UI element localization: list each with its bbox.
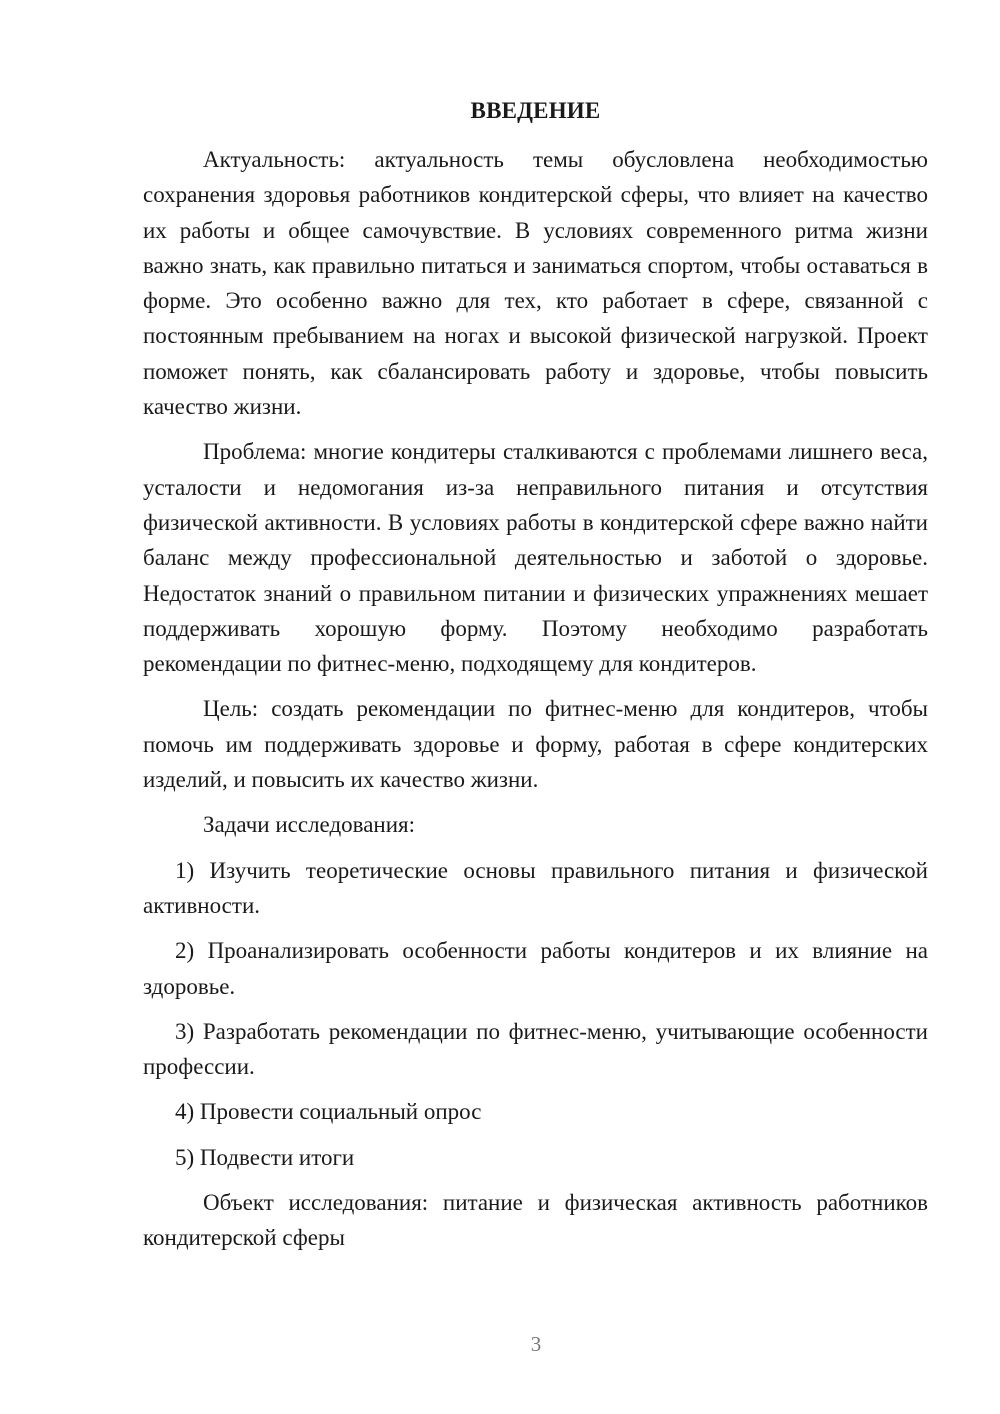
document-body: [143, 142, 928, 1266]
task-item-1: 1) Изучить теоретические основы правильного питания и физической активности.: [143, 857, 928, 918]
paragraph-relevance: Актуальность: актуальность темы обусловлена необходимостью сохранения здоровья работников кондитерской сферы, что влияет на качество их работы и общее самочувствие. В условиях современного ритма жизни важно знать, как правильно питаться и заниматься спортом, чтобы оставаться в форме. Это особенно важно для тех, кто работает в сфере, связанной с постоянным пребыванием на ногах и высокой физической нагрузкой. Проект поможет понять, как сбалансировать работу и здоровье, чтобы повысить качество жизни.: [143, 147, 928, 420]
task-item-4: 4) Провести социальный опрос: [175, 1099, 482, 1125]
page-number: 3: [530, 1332, 542, 1356]
task-item-5: 5) Подвести итоги: [175, 1144, 355, 1170]
task-item-3: 3) Разработать рекомендации по фитнес-меню, учитывающие особенности профессии.: [143, 1018, 928, 1080]
paragraph-problem: Проблема: многие кондитеры сталкиваются с проблемами лишнего веса, усталости и недомогания из-за неправильного питания и отсутствия физической активности. В условиях работы в кондитерской сфере важно найти баланс между профессиональной деятельностью и заботой о здоровье. Недостаток знаний о правильном питании и физических упражнениях мешает поддерживать хорошую форму. Поэтому необходимо разработать рекомендации по фитнес-меню, подходящему для кондитеров.: [143, 439, 928, 677]
page-title: ВВЕДЕНИЕ: [470, 98, 601, 123]
paragraph-object: Объект исследования: питание и физическая активность работников кондитерской сферы: [143, 1190, 928, 1251]
task-item-2: 2) Проанализировать особенности работы кондитеров и их влияние на здоровье.: [143, 938, 928, 999]
paragraph-goal: Цель: создать рекомендации по фитнес-меню для кондитеров, чтобы помочь им поддерживать здоровье и форму, работая в сфере кондитерских изделий, и повысить их качество жизни.: [143, 696, 928, 793]
tasks-heading: Задачи исследования:: [203, 812, 416, 838]
